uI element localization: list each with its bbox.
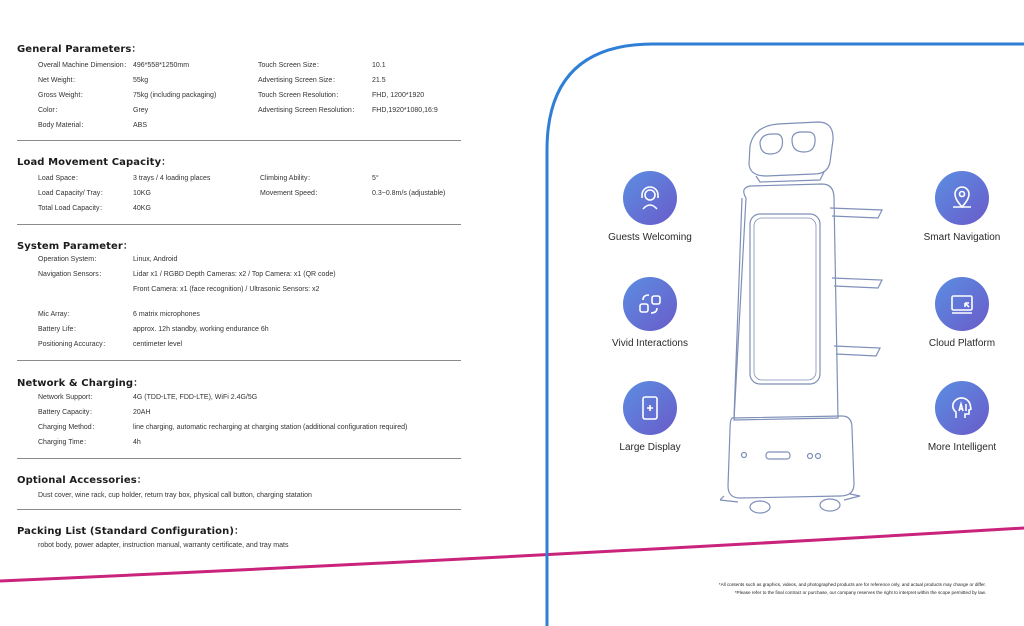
spec-value: Grey: [133, 107, 149, 114]
spec-label: Charging Time：: [38, 439, 91, 446]
feature-vivid-interactions: [595, 277, 705, 349]
system-parameter-title: System Parameter：: [17, 241, 134, 252]
user-headset-icon: [623, 171, 677, 225]
spec-value: 5°: [372, 175, 379, 182]
spec-value: ABS: [133, 122, 148, 129]
spec-label: Climbing Ability：: [260, 175, 315, 182]
spec-value: 496*558*1250mm: [133, 62, 190, 69]
spec-value: 4G (TDD-LTE, FDD-LTE), WiFi 2.4G/5G: [133, 394, 258, 401]
spec-label: Gross Weight：: [38, 92, 88, 99]
spec-value: FHD, 1200*1920: [372, 92, 425, 99]
packing-list-text: robot body, power adapter, instruction manual, warranty certificate, and tray mats: [38, 542, 289, 549]
spec-value: 3 trays / 4 loading places: [133, 175, 211, 182]
general-parameters-title: General Parameters：: [17, 44, 142, 55]
disclaimer-line-2: *Please refer to the final contract or purchase, our company reserves the right to interpret within the scope permitted by law.: [734, 590, 986, 595]
spec-value: Front Camera: x1 (face recognition) / Ultrasonic Sensors: x2: [133, 286, 320, 293]
ai-head-icon: [935, 381, 989, 435]
spec-value: 10KG: [133, 190, 151, 197]
feature-label: More Intelligent: [927, 442, 997, 453]
spec-value: Linux, Android: [133, 256, 178, 263]
network-charging-title: Network & Charging：: [17, 378, 144, 389]
accessories-text: Dust cover, wine rack, cup holder, return tray box, physical call button, charging statation: [38, 492, 312, 499]
load-movement-title: Load Movement Capacity：: [17, 157, 172, 168]
spec-label: Mic Array：: [38, 311, 75, 318]
spec-label: Body Material：: [38, 122, 88, 129]
spec-value: 10.1: [372, 62, 386, 69]
packing-list-title: Packing List (Standard Configuration)：: [17, 526, 245, 537]
spec-value: 75kg (including packaging): [133, 92, 217, 99]
spec-value: 0.3~0.8m/s (adjustable): [372, 190, 446, 197]
spec-value: Lidar x1 / RGBD Depth Cameras: x2 / Top Camera: x1 (QR code): [133, 271, 336, 278]
spec-value: 20AH: [133, 409, 151, 416]
feature-label: Vivid Interactions: [612, 338, 688, 349]
spec-label: Advertising Screen Resolution：: [258, 107, 359, 114]
spec-value: 4h: [133, 439, 141, 446]
delivery-robot-illustration: [720, 118, 930, 523]
feature-large-display: [595, 381, 705, 453]
location-pin-icon: [935, 171, 989, 225]
spec-label: Touch Screen Resolution：: [258, 92, 343, 99]
spec-label: Load Space：: [38, 175, 83, 182]
spec-value: 40KG: [133, 205, 151, 212]
feature-more-intelligent: [907, 381, 1017, 453]
spec-label: Total Load Capacity：: [38, 205, 107, 212]
feature-guests-welcoming: [595, 171, 705, 243]
feature-label: Large Display: [619, 442, 681, 453]
spec-label: Advertising Screen Size：: [258, 77, 340, 84]
spec-label: Operation System：: [38, 256, 102, 263]
spec-label: Battery Capacity：: [38, 409, 97, 416]
spec-label: Battery Life：: [38, 326, 81, 333]
spec-label: Positioning Accuracy：: [38, 341, 110, 348]
feature-smart-navigation: [907, 171, 1017, 243]
disclaimer-line-1: *All contents such as graphics, videos, and photographed products are for reference only, and actual products may change or differ.: [718, 582, 986, 587]
feature-label: Guests Welcoming: [608, 232, 692, 243]
spec-value: 6 matrix microphones: [133, 311, 200, 318]
feature-cloud-platform: [907, 277, 1017, 349]
spec-value: FHD,1920*1080,16:9: [372, 107, 438, 114]
spec-label: Touch Screen Size：: [258, 62, 324, 69]
interaction-icon: [623, 277, 677, 331]
tablet-plus-icon: [623, 381, 677, 435]
promo-panel: [470, 0, 1024, 626]
spec-value: line charging, automatic recharging at charging station (additional configuration required): [133, 424, 408, 431]
spec-label: Net Weight：: [38, 77, 80, 84]
spec-label: Charging Method：: [38, 424, 99, 431]
spec-label: Color：: [38, 107, 62, 114]
spec-label: Overall Machine Dimension：: [38, 62, 131, 69]
spec-label: Movement Speed：: [260, 190, 322, 197]
spec-value: approx. 12h standby, working endurance 6h: [133, 326, 269, 333]
feature-label: Smart Navigation: [923, 232, 1001, 243]
optional-accessories-title: Optional Accessories：: [17, 475, 147, 486]
spec-value: 55kg: [133, 77, 149, 84]
monitor-cursor-icon: [935, 277, 989, 331]
spec-value: 21.5: [372, 77, 386, 84]
spec-label: Navigation Sensors：: [38, 271, 106, 278]
spec-label: Load Capacity/ Tray：: [38, 190, 108, 197]
feature-label: Cloud Platform: [928, 338, 996, 349]
spec-value: centimeter level: [133, 341, 183, 348]
spec-label: Network Support：: [38, 394, 98, 401]
